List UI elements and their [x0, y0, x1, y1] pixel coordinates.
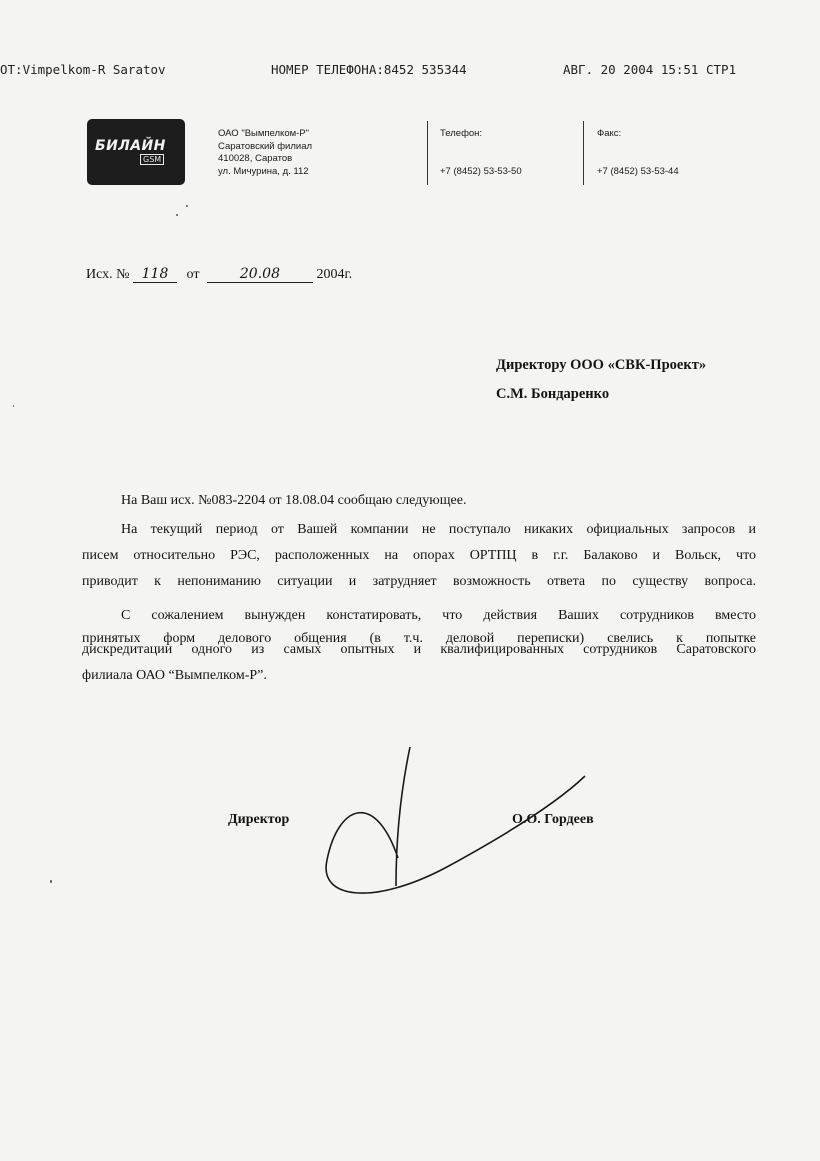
outgoing-date: 20.08: [207, 266, 313, 283]
phone-label: Телефон:: [440, 128, 483, 139]
paragraph-line: На текущий период от Вашей компании не поступало никаких официальных запросов и: [121, 522, 756, 537]
scan-speck: [186, 205, 188, 207]
scan-speck: [176, 214, 178, 216]
outgoing-year: 2004г.: [316, 267, 353, 282]
outgoing-number: 118: [133, 266, 177, 283]
paragraph-line: дискредитации одного из самых опытных и квалифицированных сотрудников Саратовского: [82, 642, 756, 657]
paragraph-line: писем относительно РЭС, расположенных на опорах ОРТПЦ в г.г. Балаково и Вольск, что: [82, 548, 756, 563]
org-street: ул. Мичурина, д. 112: [218, 165, 309, 177]
fax-phone-number: НОМЕР ТЕЛЕФОНА:8452 535344: [271, 62, 467, 77]
fax-sender: OT:Vimpelkom-R Saratov: [0, 62, 166, 77]
logo-text: БИЛАЙН: [95, 138, 166, 154]
paragraph-line: С сожалением вынужден констатировать, что действия Ваших сотрудников вместо: [121, 608, 756, 623]
phone-value: +7 (8452) 53-53-50: [440, 166, 522, 177]
org-branch: Саратовский филиал: [218, 140, 313, 152]
signatory-name: О.О. Гордеев: [512, 812, 594, 827]
logo-sub: GSM: [140, 154, 164, 165]
outgoing-prefix: Исх. №: [86, 267, 130, 282]
outgoing-from-word: от: [186, 267, 200, 282]
paragraph-line: филиала ОАО “Вымпелком-Р”.: [82, 668, 267, 683]
org-name: ОАО "Вымпелком-Р": [218, 128, 310, 139]
scan-speck: [13, 405, 14, 407]
scan-speck: [50, 880, 52, 883]
addressee-title: Директору ООО «СВК-Проект»: [496, 357, 707, 373]
signatory-title: Директор: [228, 812, 290, 827]
paragraph-line: приводит к непониманию ситуации и затрудняет возможность ответа по существу вопроса.: [82, 574, 756, 589]
addressee-name: С.М. Бондаренко: [496, 386, 610, 402]
fax-label: Факс:: [597, 128, 622, 139]
fax-date-page: АВГ. 20 2004 15:51 СТР1: [563, 62, 737, 77]
fax-value: +7 (8452) 53-53-44: [597, 166, 679, 177]
paragraph-line: принятых форм делового общения (в т.ч. деловой переписки) свелись к попытке: [82, 631, 756, 646]
paragraph-intro: На Ваш исх. №083-2204 от 18.08.04 сообщаю следующее.: [121, 493, 467, 508]
org-zip-city: 410028, Саратов: [218, 153, 293, 164]
